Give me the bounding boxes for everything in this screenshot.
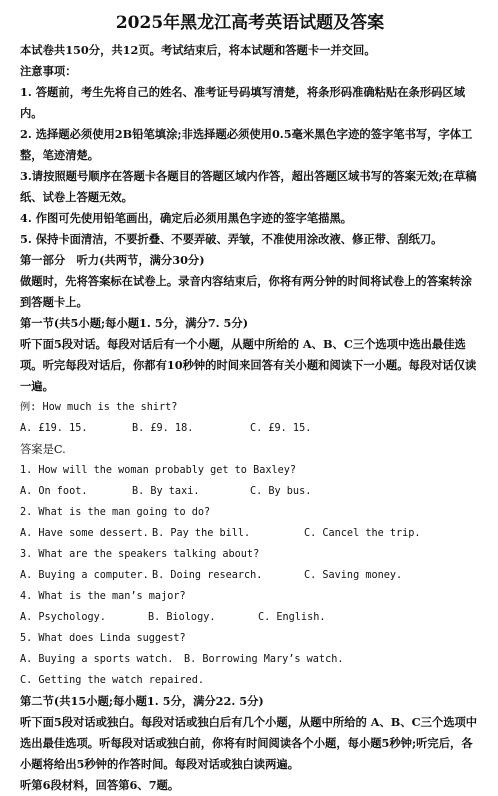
question-2-options — [20, 523, 480, 544]
intro-text: 本试卷共150分，共12页。考试结束后，将本试题和答题卡一并交回。 — [20, 43, 376, 57]
notice-item: 1. 答题前，考生先将自己的姓名、准考证号码填写清楚，将条形码准确粘贴在条形码区域内。 — [20, 85, 466, 120]
option-b: B. Pay the bill. — [152, 528, 251, 539]
example-answer: 答案是C. — [20, 443, 66, 456]
option-c: C. English. — [258, 612, 326, 623]
question-5-options — [20, 649, 480, 691]
question-4-options — [20, 607, 480, 628]
question-1-options — [20, 481, 480, 502]
section1-heading: 第一节(共5小题;每小题1. 5分，满分7. 5分) — [20, 316, 249, 330]
option-a: A. Buying a sports watch. — [20, 654, 174, 665]
question-1: 1. How will the woman probably get to Baxley? — [20, 465, 297, 476]
notice-heading: 注意事项： — [20, 64, 77, 78]
option-c: C. By bus. — [250, 486, 312, 497]
option-b: B. Borrowing Mary’s watch. — [184, 654, 344, 665]
option-a: A. On foot. — [20, 486, 88, 497]
option-b: B. Biology. — [148, 612, 216, 623]
part1-instructions: 做题时，先将答案标在试卷上。录音内容结束后，你将有两分钟的时间将试卷上的答案转涂到答题卡上。 — [20, 274, 472, 309]
option-c: C. Getting the watch repaired. — [20, 675, 205, 686]
question-3: 3. What are the speakers talking about? — [20, 549, 260, 560]
section2-instructions: 听下面5段对话或独白。每段对话或独白后有几个小题，从题中所给的 A、B、C三个选项中选出最佳选项。听每段对话或独白前，你将有时间阅读各个小题，每小题5秒钟;听完后，各小题将给出5秒钟的作答时间。每段对话或独白读两遍。 — [20, 715, 478, 771]
material-6-heading: 听第6段材料，回答第6、7题。 — [20, 778, 180, 792]
option-b: B. By taxi. — [132, 486, 200, 497]
option-a: A. Have some dessert. — [20, 528, 149, 539]
notice-item: 2. 选择题必须使用2B铅笔填涂;非选择题必须使用0.5毫米黑色字迹的签字笔书写，字体工整，笔迹清楚。 — [20, 127, 473, 162]
page-title: 2025年黑龙江高考英语试题及答案 — [115, 13, 385, 33]
section1-instructions: 听下面5段对话。每段对话后有一个小题，从题中所给的 A、B、C三个选项中选出最佳选项。听完每段对话后，你都有10秒钟的时间来回答有关小题和阅读下一小题。每段对话仅读一遍。 — [20, 337, 477, 393]
option-a: A. Buying a computer. — [20, 570, 149, 581]
option-c: C. £9. 15. — [250, 423, 312, 434]
option-a: A. £19. 15. — [20, 423, 88, 434]
question-5: 5. What does Linda suggest? — [20, 633, 186, 644]
question-2: 2. What is the man going to do? — [20, 507, 211, 518]
notice-item: 3.请按照题号顺序在答题卡各题目的答题区域内作答，超出答题区域书写的答案无效;在草稿纸、试卷上答题无效。 — [20, 169, 477, 204]
option-c: C. Cancel the trip. — [304, 528, 421, 539]
section2-heading: 第二节(共15小题;每小题1. 5分，满分22. 5分) — [20, 694, 264, 708]
example-question: 例: How much is the shirt? — [20, 402, 178, 413]
option-a: A. Psychology. — [20, 612, 106, 623]
question-3-options — [20, 565, 480, 586]
option-b: B. Doing research. — [152, 570, 263, 581]
example-options — [20, 418, 480, 439]
option-c: C. Saving money. — [304, 570, 403, 581]
notice-item: 4. 作图可先使用铅笔画出，确定后必须用黑色字迹的签字笔描黑。 — [20, 211, 353, 225]
question-4: 4. What is the man’s major? — [20, 591, 186, 602]
notice-item: 5. 保持卡面清洁，不要折叠、不要弄破、弄皱，不准使用涂改液、修正带、刮纸刀。 — [20, 232, 443, 246]
option-b: B. £9. 18. — [132, 423, 194, 434]
part1-heading: 第一部分 听力(共两节，满分30分) — [20, 253, 205, 267]
